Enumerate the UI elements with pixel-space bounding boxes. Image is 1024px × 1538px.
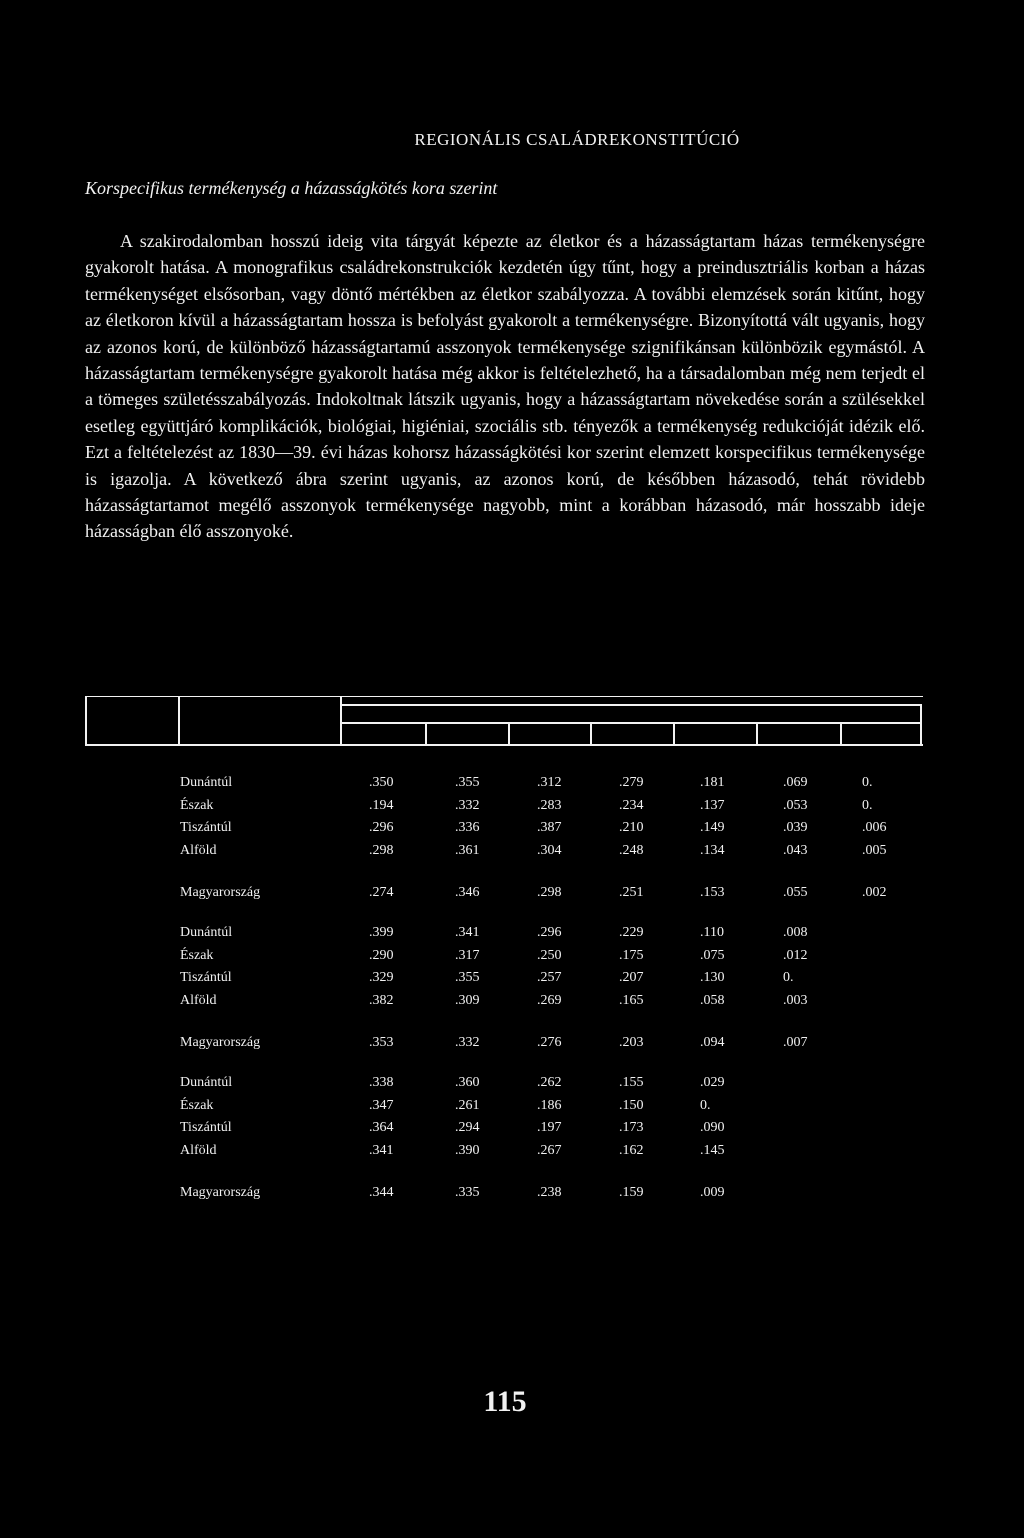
table-cell: .312 <box>537 775 562 790</box>
table-cell: .197 <box>537 1120 562 1135</box>
region-label: Alföld <box>180 1142 217 1158</box>
table-cell: .155 <box>619 1075 644 1090</box>
table-cell: .007 <box>783 1035 808 1050</box>
table-cell: .162 <box>619 1142 644 1158</box>
table-cell: .005 <box>862 842 887 858</box>
region-label: Dunántúl <box>180 1075 233 1090</box>
table-cell: .175 <box>619 947 644 963</box>
table-cell: .149 <box>700 820 725 835</box>
table-cell: .399 <box>369 925 394 940</box>
table-cell: .355 <box>455 775 480 790</box>
table-cell: .012 <box>783 947 808 963</box>
table-cell: .360 <box>455 1075 480 1090</box>
region-label: Észak <box>180 947 214 963</box>
region-label: Tiszántúl <box>180 1120 232 1135</box>
table-cell: .361 <box>455 842 480 858</box>
table-cell: .186 <box>537 1097 562 1113</box>
table-cell: .344 <box>369 1185 394 1200</box>
table-cell: .309 <box>455 992 480 1008</box>
table-cell: .130 <box>700 970 725 985</box>
region-label: Tiszántúl <box>180 970 232 985</box>
table-cell: .229 <box>619 925 644 940</box>
table-cell: .298 <box>537 885 562 900</box>
table-cell: .364 <box>369 1120 394 1135</box>
table-cell: .137 <box>700 797 725 813</box>
table-cell: .075 <box>700 947 725 963</box>
table-cell: .203 <box>619 1035 644 1050</box>
table-cell: .002 <box>862 885 887 900</box>
region-label: Dunántúl <box>180 925 233 940</box>
table-cell: .262 <box>537 1075 562 1090</box>
table-cell: .207 <box>619 970 644 985</box>
table-cell: .283 <box>537 797 562 813</box>
table-cell: .390 <box>455 1142 480 1158</box>
table-cell: .329 <box>369 970 394 985</box>
table-cell: .353 <box>369 1035 394 1050</box>
table-cell: .332 <box>455 1035 480 1050</box>
table-cell: .269 <box>537 992 562 1008</box>
table-cell: .332 <box>455 797 480 813</box>
region-label: Észak <box>180 797 214 813</box>
table-cell: .296 <box>537 925 562 940</box>
table-cell: .267 <box>537 1142 562 1158</box>
table-cell: .173 <box>619 1120 644 1135</box>
table-cell: .110 <box>700 925 724 940</box>
region-label: Alföld <box>180 992 217 1008</box>
region-label: Tiszántúl <box>180 820 232 835</box>
table-cell: .145 <box>700 1142 725 1158</box>
table-cell: .341 <box>369 1142 394 1158</box>
table-cell: .251 <box>619 885 644 900</box>
body-paragraph: A szakirodalomban hosszú ideig vita tárgyát képezte az életkor és a házasságtartam házas termékenységre gyakorolt hatása. A monografikus családrekonstrukciók kezdetén úgy tűnt, hogy a preindusztriális korban a házas termékenységet elsősorban, vagy döntő mértékben az életkor szabályozza. A további elemzések során kitűnt, hogy az életkoron kívül a házasságtartam hossza is befolyást gyakorolt a termékenységre. Bizonyítottá vált ugyanis, hogy az azonos korú, de különböző házasságtartamú asszonyok termékenysége szignifikánsan különbözik egymástól. A házasságtartam termékenységre gyakorolt hatása még akkor is feltételezhető, ha a társadalomban még nem terjedt el a tömeges születésszabályozás. Indokoltnak látszik ugyanis, hogy a házasságtartam növekedése során a szülésekkel esetleg együttjáró komplikációk, biológiai, higiéniai, szociális stb. tényezők a termékenység redukcióját idézik elő. Ezt a feltételezést az 1830—39. évi házas kohorsz házasságkötési kor szerint elemzett korspecifikus termékenysége is igazolja. A következő ábra szerint ugyanis, az azonos korú, de későbben házasodó, tehát rövidebb házasságtartamot megélő asszonyok termékenysége nagyobb, mint a korábban házasodó, már hosszabb ideje házasságban élő asszonyoké. <box>85 231 925 542</box>
table-cell: .210 <box>619 820 644 835</box>
table-cell: .350 <box>369 775 394 790</box>
table-cell: .355 <box>455 970 480 985</box>
table-cell: .298 <box>369 842 394 858</box>
table-cell: .335 <box>455 1185 480 1200</box>
table-cell: .053 <box>783 797 808 813</box>
table-cell: .296 <box>369 820 394 835</box>
table-cell: .039 <box>783 820 808 835</box>
table-cell: .257 <box>537 970 562 985</box>
table-cell: .317 <box>455 947 480 963</box>
table-cell: .194 <box>369 797 394 813</box>
table-cell: .238 <box>537 1185 562 1200</box>
table-cell: .338 <box>369 1075 394 1090</box>
table-cell: .276 <box>537 1035 562 1050</box>
table-cell: .336 <box>455 820 480 835</box>
table-cell: 0. <box>783 970 794 985</box>
table-cell: .069 <box>783 775 808 790</box>
table-cell: .029 <box>700 1075 725 1090</box>
table-cell: .134 <box>700 842 725 858</box>
region-label: Alföld <box>180 842 217 858</box>
region-label: Magyarország <box>180 885 261 900</box>
table-cell: .279 <box>619 775 644 790</box>
table-cell: .008 <box>783 925 808 940</box>
region-label: Dunántúl <box>180 775 233 790</box>
region-label: Magyarország <box>180 1185 261 1200</box>
page-number: 115 <box>483 1385 527 1418</box>
table-cell: 0. <box>862 797 873 813</box>
table-cell: .341 <box>455 925 480 940</box>
table-cell: 0. <box>700 1097 711 1113</box>
table-cell: .181 <box>700 775 725 790</box>
table-cell: .294 <box>455 1120 480 1135</box>
table-cell: .159 <box>619 1185 644 1200</box>
table-cell: .153 <box>700 885 725 900</box>
table-cell: .347 <box>369 1097 394 1113</box>
table-cell: .090 <box>700 1120 725 1135</box>
table-cell: .058 <box>700 992 725 1008</box>
region-label: Észak <box>180 1097 214 1113</box>
region-label: Magyarország <box>180 1035 261 1050</box>
table-cell: .165 <box>619 992 644 1008</box>
table-cell: .304 <box>537 842 562 858</box>
table-cell: .043 <box>783 842 808 858</box>
table-cell: .387 <box>537 820 562 835</box>
table-cell: .006 <box>862 820 887 835</box>
table-cell: .250 <box>537 947 562 963</box>
table-cell: .009 <box>700 1185 725 1200</box>
table-cell: .234 <box>619 797 644 813</box>
section-subtitle: Korspecifikus termékenység a házasságkötés kora szerint <box>85 178 498 198</box>
running-header: REGIONÁLIS CSALÁDREKONSTITÚCIÓ <box>414 130 740 149</box>
table-cell: .055 <box>783 885 808 900</box>
table-cell: .346 <box>455 885 480 900</box>
table-cell: 0. <box>862 775 873 790</box>
table-cell: .248 <box>619 842 644 858</box>
table-cell: .274 <box>369 885 394 900</box>
table-cell: .150 <box>619 1097 644 1113</box>
table-cell: .094 <box>700 1035 725 1050</box>
table-cell: .382 <box>369 992 394 1008</box>
table-cell: .003 <box>783 992 808 1008</box>
table-cell: .261 <box>455 1097 480 1113</box>
table-cell: .290 <box>369 947 394 963</box>
